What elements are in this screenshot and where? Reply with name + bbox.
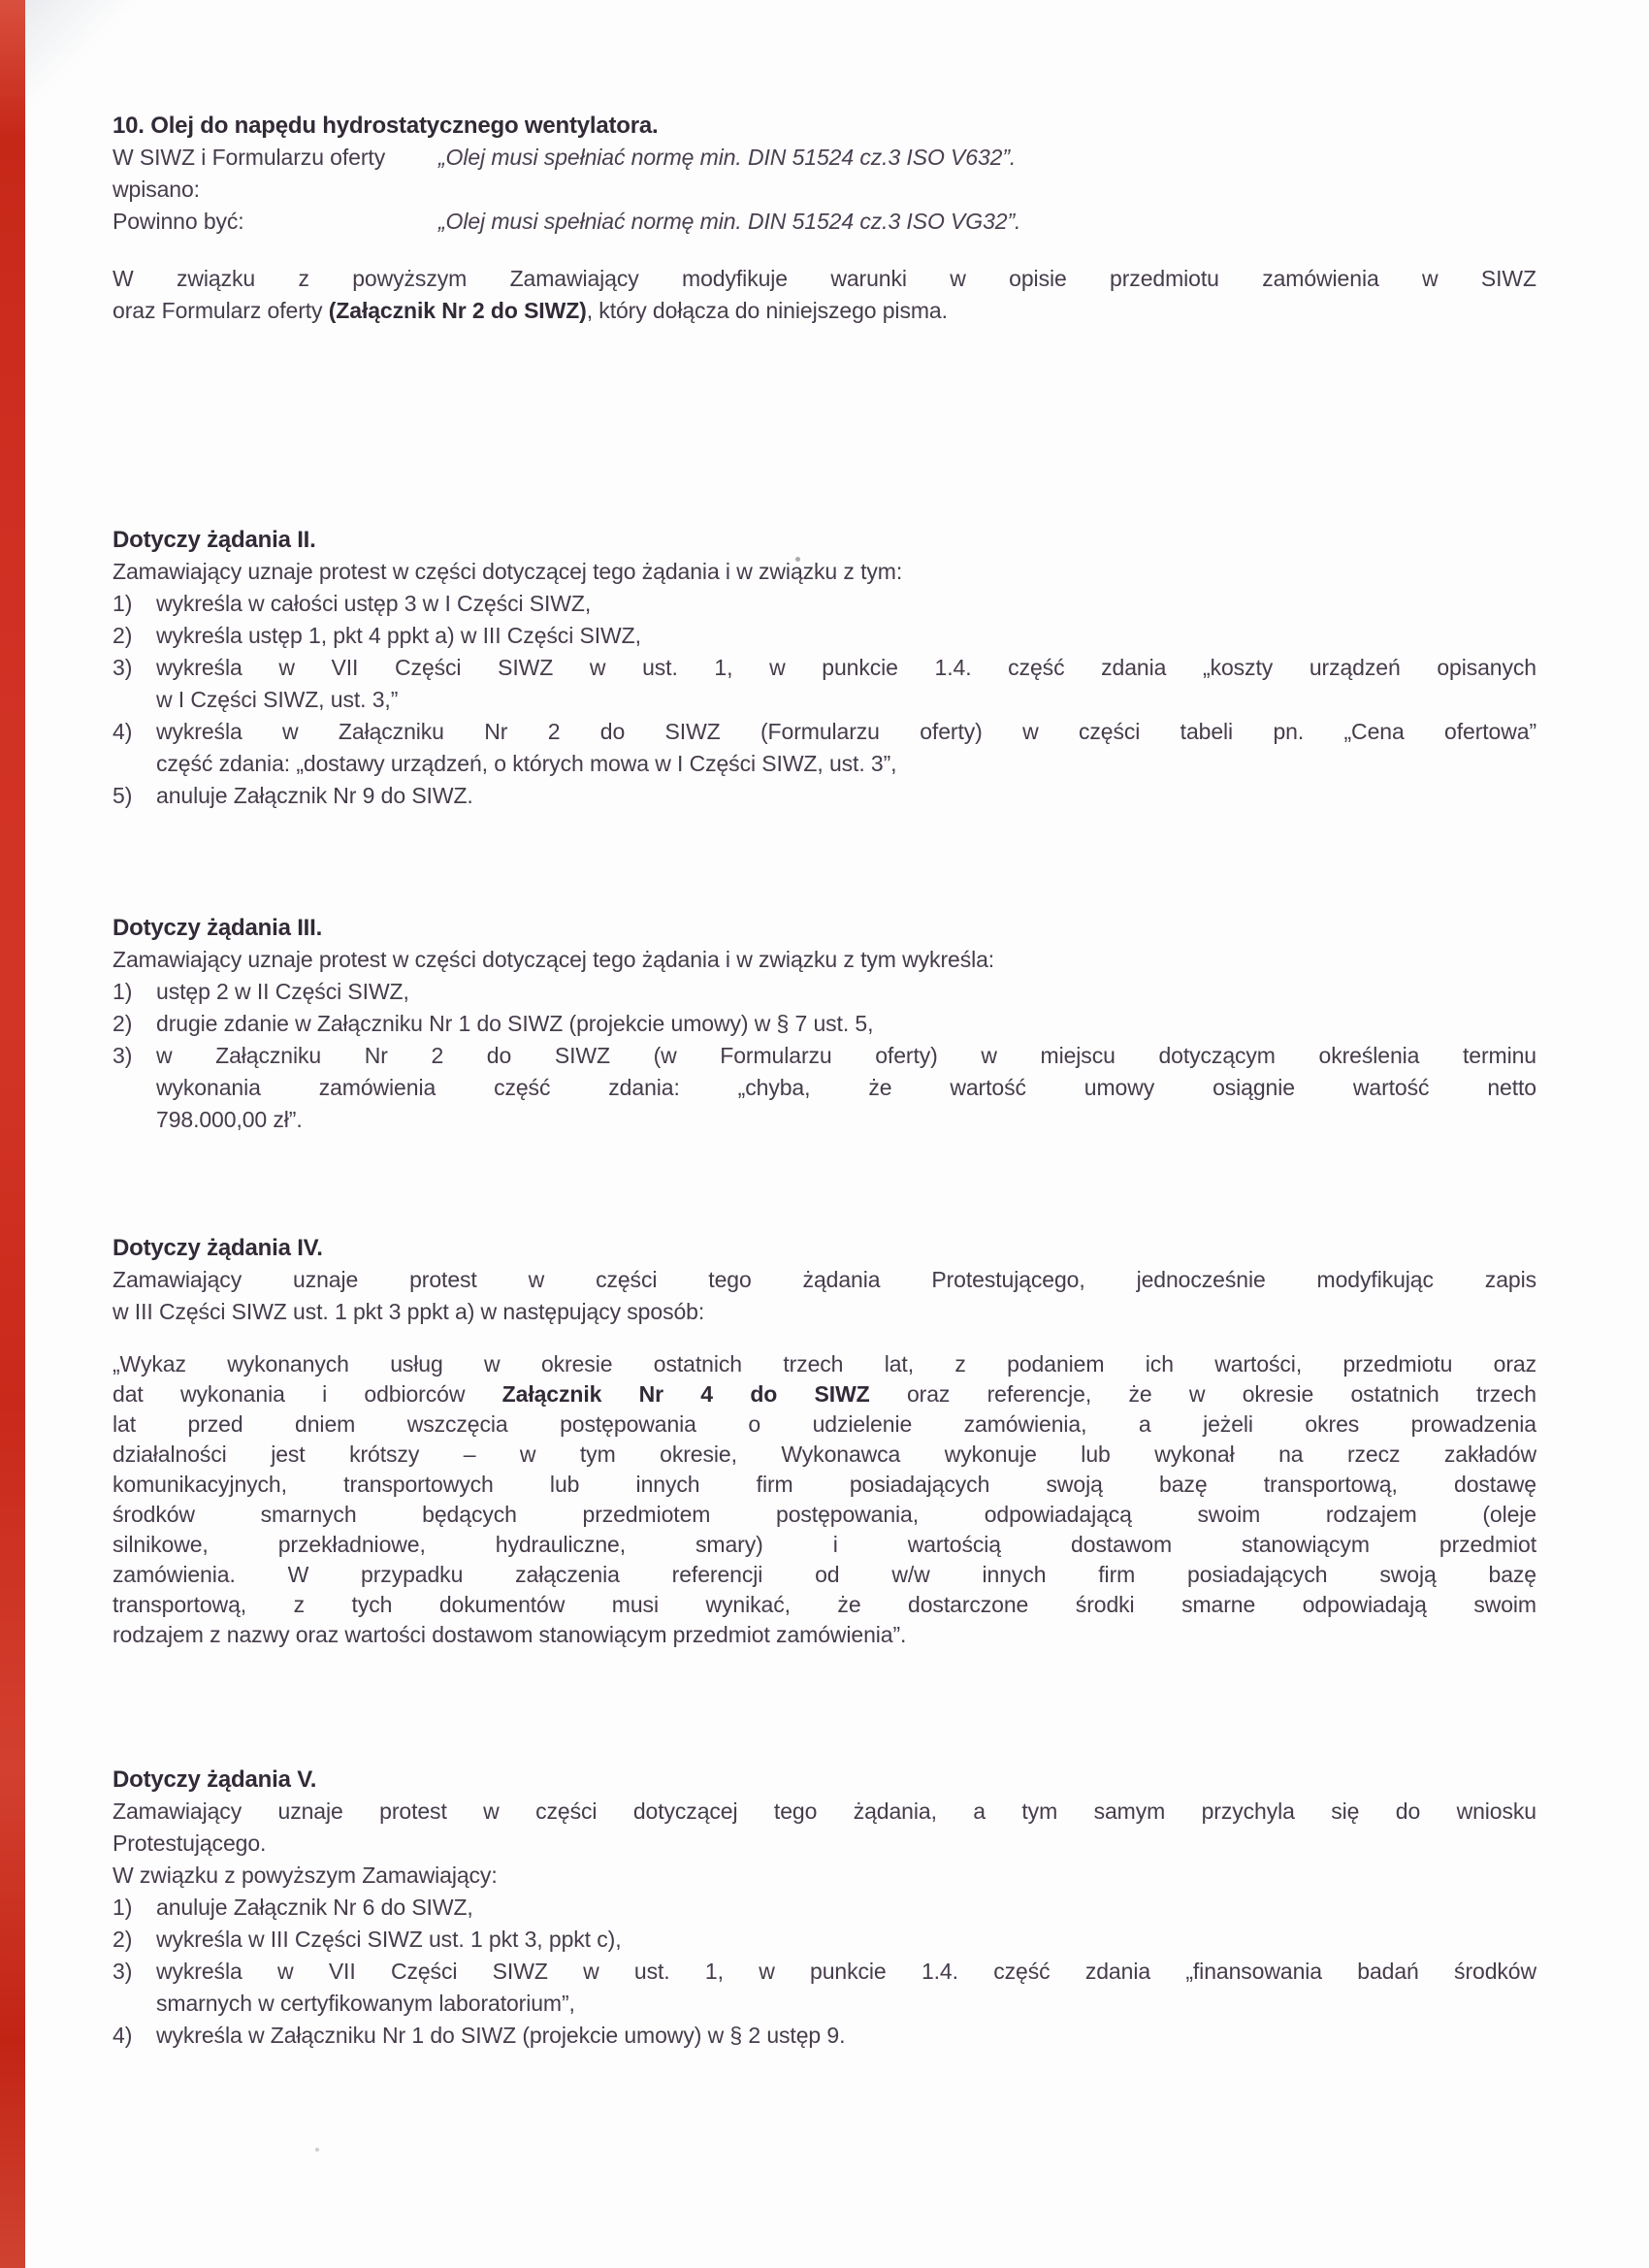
list-item-text: anuluje Załącznik Nr 6 do SIWZ, — [156, 1895, 473, 1920]
list-item-number: 3) — [113, 1959, 133, 1984]
list-item — [113, 620, 1536, 652]
should-be-row — [113, 206, 1536, 238]
list-item-text: wykreśla w Załączniku Nr 2 do SIWZ (Formularzu oferty) w części tabeli pn. „Cena ofertowa” część zdania: „dostawy urządzeń, o których mowa w I Części SIWZ, ust. 3”, — [156, 719, 1536, 776]
section-zadanie-3 — [113, 912, 1536, 1136]
list-item-number: 2) — [113, 1927, 133, 1952]
section-4-heading: Dotyczy żądania IV. — [113, 1235, 323, 1261]
list-item — [113, 588, 1536, 620]
section-zadanie-4 — [113, 1232, 1536, 1650]
list-item — [113, 780, 1536, 812]
list-item — [113, 652, 1536, 716]
list-item — [113, 1040, 1536, 1136]
should-be-label: Powinno być: — [113, 209, 244, 234]
list-item-number: 4) — [113, 2023, 133, 2048]
list-item-text: drugie zdanie w Załączniku Nr 1 do SIWZ (projekcie umowy) w § 7 ust. 5, — [156, 1011, 874, 1036]
list-item-number: 5) — [113, 783, 133, 808]
list-item-text: wykreśla w Załączniku Nr 1 do SIWZ (projekcie umowy) w § 2 ustęp 9. — [156, 2023, 846, 2048]
list-item — [113, 976, 1536, 1008]
list-item-text: wykreśla w III Części SIWZ ust. 1 pkt 3, ppkt c), — [156, 1927, 622, 1952]
list-item-number: 3) — [113, 1043, 133, 1068]
list-item-number: 1) — [113, 1895, 133, 1920]
section-2-intro: Zamawiający uznaje protest w części dotyczącej tego żądania i w związku z tym: — [113, 559, 903, 584]
modification-paragraph: W związku z powyższym Zamawiający modyfikuje warunki w opisie przedmiotu zamówienia w SIWZ oraz Formularz oferty (Załącznik Nr 2 do SIWZ), który dołącza do niniejszego pisma. — [113, 266, 1536, 323]
list-item-number: 4) — [113, 719, 133, 744]
section-5-followup: W związku z powyższym Zamawiający: — [113, 1863, 498, 1888]
list-item-text: anuluje Załącznik Nr 9 do SIWZ. — [156, 783, 473, 808]
list-item-text: wykreśla w całości ustęp 3 w I Części SIWZ, — [156, 591, 592, 616]
list-item-number: 3) — [113, 655, 133, 680]
list-item — [113, 1008, 1536, 1040]
list-item-text: ustęp 2 w II Części SIWZ, — [156, 979, 409, 1004]
written-quote: „Olej musi spełniać normę min. DIN 51524 cz.3 ISO V632”. — [438, 145, 1017, 170]
list-item — [113, 1924, 1536, 1956]
written-label: W SIWZ i Formularzu oferty wpisano: — [113, 145, 386, 202]
list-item — [113, 716, 1536, 780]
section-zadanie-5 — [113, 1764, 1536, 2052]
section-3-heading: Dotyczy żądania III. — [113, 915, 323, 941]
list-item-number: 2) — [113, 1011, 133, 1036]
list-item-text: wykreśla w VII Części SIWZ w ust. 1, w punkcie 1.4. część zdania „finansowania badań środków smarnych w certyfikowanym laboratorium”, — [156, 1959, 1536, 2016]
list-item-number: 1) — [113, 979, 133, 1004]
list-item — [113, 1956, 1536, 2020]
list-item-text: wykreśla ustęp 1, pkt 4 ppkt a) w III Części SIWZ, — [156, 623, 641, 648]
item-10-heading: 10. Olej do napędu hydrostatycznego wentylatora. — [113, 113, 659, 139]
section-2-heading: Dotyczy żądania II. — [113, 527, 316, 553]
section-5-intro: Zamawiający uznaje protest w części dotyczącej tego żądania, a tym samym przychyla się do wniosku Protestującego. — [113, 1798, 1536, 1856]
siwz-written-row — [113, 142, 1536, 206]
section-4-intro: Zamawiający uznaje protest w części tego żądania Protestującego, jednocześnie modyfikując zapis w III Części SIWZ ust. 1 pkt 3 ppkt a) w następujący sposób: — [113, 1267, 1536, 1324]
scan-speck — [315, 2148, 319, 2152]
list-item — [113, 2020, 1536, 2052]
section-3-intro: Zamawiający uznaje protest w części dotyczącej tego żądania i w związku z tym wykreśla: — [113, 947, 995, 972]
section-zadanie-2 — [113, 524, 1536, 812]
list-item-number: 1) — [113, 591, 133, 616]
section-5-heading: Dotyczy żądania V. — [113, 1766, 317, 1793]
list-item — [113, 1892, 1536, 1924]
list-item-number: 2) — [113, 623, 133, 648]
list-item-text: w Załączniku Nr 2 do SIWZ (w Formularzu oferty) w miejscu dotyczącym określenia terminu wykonania zamówienia część zdania: „chyba, że wartość umowy osiągnie wartość netto 798.000,00 zł”. — [156, 1043, 1536, 1132]
list-item-text: wykreśla w VII Części SIWZ w ust. 1, w punkcie 1.4. część zdania „koszty urządzeń opisanych w I Części SIWZ, ust. 3,” — [156, 655, 1536, 712]
should-be-quote: „Olej musi spełniać normę min. DIN 51524 cz.3 ISO VG32”. — [438, 209, 1021, 234]
wykaz-quoted-paragraph: „Wykaz wykonanych usług w okresie ostatnich trzech lat, z podaniem ich wartości, przedmiotu oraz dat wykonania i odbiorców Załącznik Nr 4 do SIWZ oraz referencje, że w okresie ostatnich trzech lat przed dniem wszczęcia postępowania o udzielenie zamówienia, a jeżeli okres prowadzenia działalności jest krótszy – w tym okresie, Wykonawca wykonuje lub wykonał na rzecz zakładów komunikacyjnych, transportowych lub innych firm posiadających swoją bazę transportową, dostawę środków smarnych będących przedmiotem postępowania, odpowiadającą swoim rodzajem (oleje silnikowe, przekładniowe, hydrauliczne, smary) i wartością dostawom stanowiącym przedmiot zamówienia. W przypadku załączenia referencji od w/w innych firm posiadających swoją bazę transportową, z tych dokumentów musi wynikać, że dostarczone środki smarne odpowiadają swoim rodzajem z nazwy oraz wartości dostawom stanowiącym przedmiot zamówienia”. — [113, 1351, 1536, 1647]
